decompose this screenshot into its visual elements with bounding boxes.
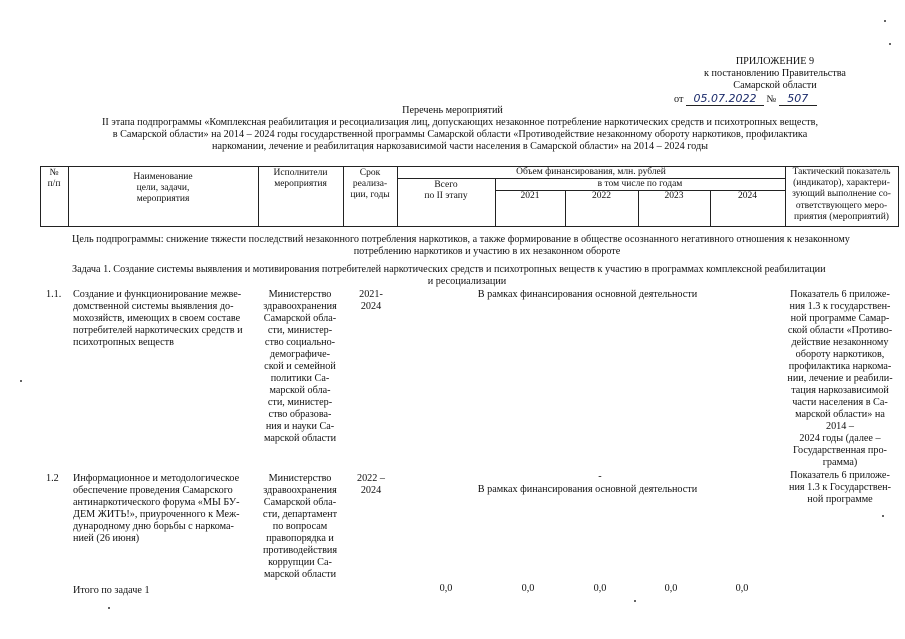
handwritten-date: 05.07.2022 bbox=[686, 93, 764, 106]
total-value: 0,0 bbox=[735, 583, 749, 594]
heading-line2: в Самарской области» на 2014 – 2024 годы государственной программы Самарской области «Противодействие незаконному обороту наркотиков, профилактика bbox=[112, 129, 808, 140]
scan-speck bbox=[108, 607, 110, 609]
row-finance-note: В рамках финансирования основной деятельности bbox=[477, 289, 698, 300]
list-title: Перечень мероприятий bbox=[402, 105, 503, 116]
row-name: Информационное и методологическое обеспечение проведения Самарского антинаркотического форума «МЫ БУ- ДЕМ ЖИТЬ!», приуроченного к Меж- дународному дню борьбы с наркома- нией (26 июня) bbox=[73, 473, 240, 544]
table-header bbox=[40, 166, 898, 227]
col-indicator-header: Тактический показатель (индикатор), характери- зующий выполнение со- ответствующего меро- приятия (мероприятий) bbox=[792, 167, 891, 222]
row-term: 2022 – 2024 bbox=[356, 473, 385, 496]
row-number: 1.1. bbox=[46, 289, 62, 300]
row-term: 2021- 2024 bbox=[359, 289, 383, 312]
goal-line1: Цель подпрограммы: снижение тяжести последствий незаконного потребления наркотиков, а также формирование в обществе осознанного негативного отношения к незаконному bbox=[72, 234, 850, 245]
appendix-line2: Самарской области bbox=[733, 80, 817, 91]
total-value: 0,0 bbox=[593, 583, 607, 594]
scan-speck bbox=[889, 43, 891, 45]
goal-line2: потреблению наркотиков и участию в их незаконном обороте bbox=[353, 246, 621, 257]
row-number: 1.2 bbox=[46, 473, 59, 484]
row-dash: - bbox=[598, 471, 602, 482]
row-executors: Министерство здравоохранения Самарской обла- сти, министер- ство социально- демографиче- ской и семейной политики Са- марской обла- сти, министер- ство образова- ния и науки Са- марской области bbox=[263, 289, 337, 444]
col-total-header: Всего по II этапу bbox=[424, 180, 468, 202]
task-line1: Задача 1. Создание системы выявления и мотивирования потребителей наркотических средств и психотропных веществ к участию в программах комплексной реабилитации bbox=[72, 264, 826, 275]
row-indicator: Показатель 6 приложе- ния 1.3 к государствен- ной программе Самар- ской области «Противо- действие незаконному обороту наркотиков, профилактика наркома- нии, лечение и реабили- тация наркозависимой части населения в Са- марской области» на 2014 – 2024 годы (далее – Государственная про- грамма) bbox=[787, 289, 893, 468]
scan-speck bbox=[20, 380, 22, 382]
handwritten-number: 507 bbox=[779, 93, 817, 106]
col-num-header: № п/п bbox=[47, 168, 61, 190]
col-year-2024: 2024 bbox=[738, 191, 757, 201]
from-label: от bbox=[674, 94, 684, 105]
row-indicator: Показатель 6 приложе- ния 1.3 к Государствен- ной программе bbox=[789, 470, 891, 505]
appendix-line1: к постановлению Правительства bbox=[704, 68, 846, 79]
heading-line1: II этапа подпрограммы «Комплексная реабилитация и ресоциализация лиц, допускающих незаконное потребление наркотических средств и психотропных веществ, bbox=[101, 117, 818, 128]
row-finance-note: В рамках финансирования основной деятельности bbox=[477, 484, 698, 495]
total-value: 0,0 bbox=[521, 583, 535, 594]
col-finance-header: Объем финансирования, млн. рублей bbox=[516, 167, 666, 177]
total-label: Итого по задаче 1 bbox=[73, 585, 150, 596]
row-executors: Министерство здравоохранения Самарской обла- сти, департамент по вопросам правопорядка и противодействия коррупции Са- марской области bbox=[262, 473, 338, 580]
heading-line3: наркомании, лечение и реабилитация наркозависимой части населения в Самарской области» на 2014 – 2024 годы bbox=[212, 141, 708, 152]
col-year-2022: 2022 bbox=[592, 191, 611, 201]
total-value: 0,0 bbox=[439, 583, 453, 594]
col-year-2021: 2021 bbox=[520, 191, 540, 201]
task-line2: и ресоциализации bbox=[427, 276, 507, 287]
scan-speck bbox=[882, 515, 884, 517]
total-value: 0,0 bbox=[664, 583, 678, 594]
number-label: № bbox=[766, 94, 777, 105]
scan-speck bbox=[634, 600, 636, 602]
appendix-title: ПРИЛОЖЕНИЕ 9 bbox=[735, 56, 815, 67]
col-year-2023: 2023 bbox=[664, 191, 684, 201]
row-name: Создание и функционирование межве- домственной системы выявления до- мохозяйств, имеющих в своем составе потребителей наркотических средств и психотропных веществ bbox=[73, 289, 243, 348]
col-term-header: Срок реализа- ции, годы bbox=[350, 168, 390, 201]
col-name-header: Наименование цели, задачи, мероприятия bbox=[133, 172, 193, 205]
col-executors-header: Исполнители мероприятия bbox=[273, 168, 328, 190]
col-by-years-header: в том числе по годам bbox=[597, 179, 683, 189]
scan-speck bbox=[884, 20, 886, 22]
